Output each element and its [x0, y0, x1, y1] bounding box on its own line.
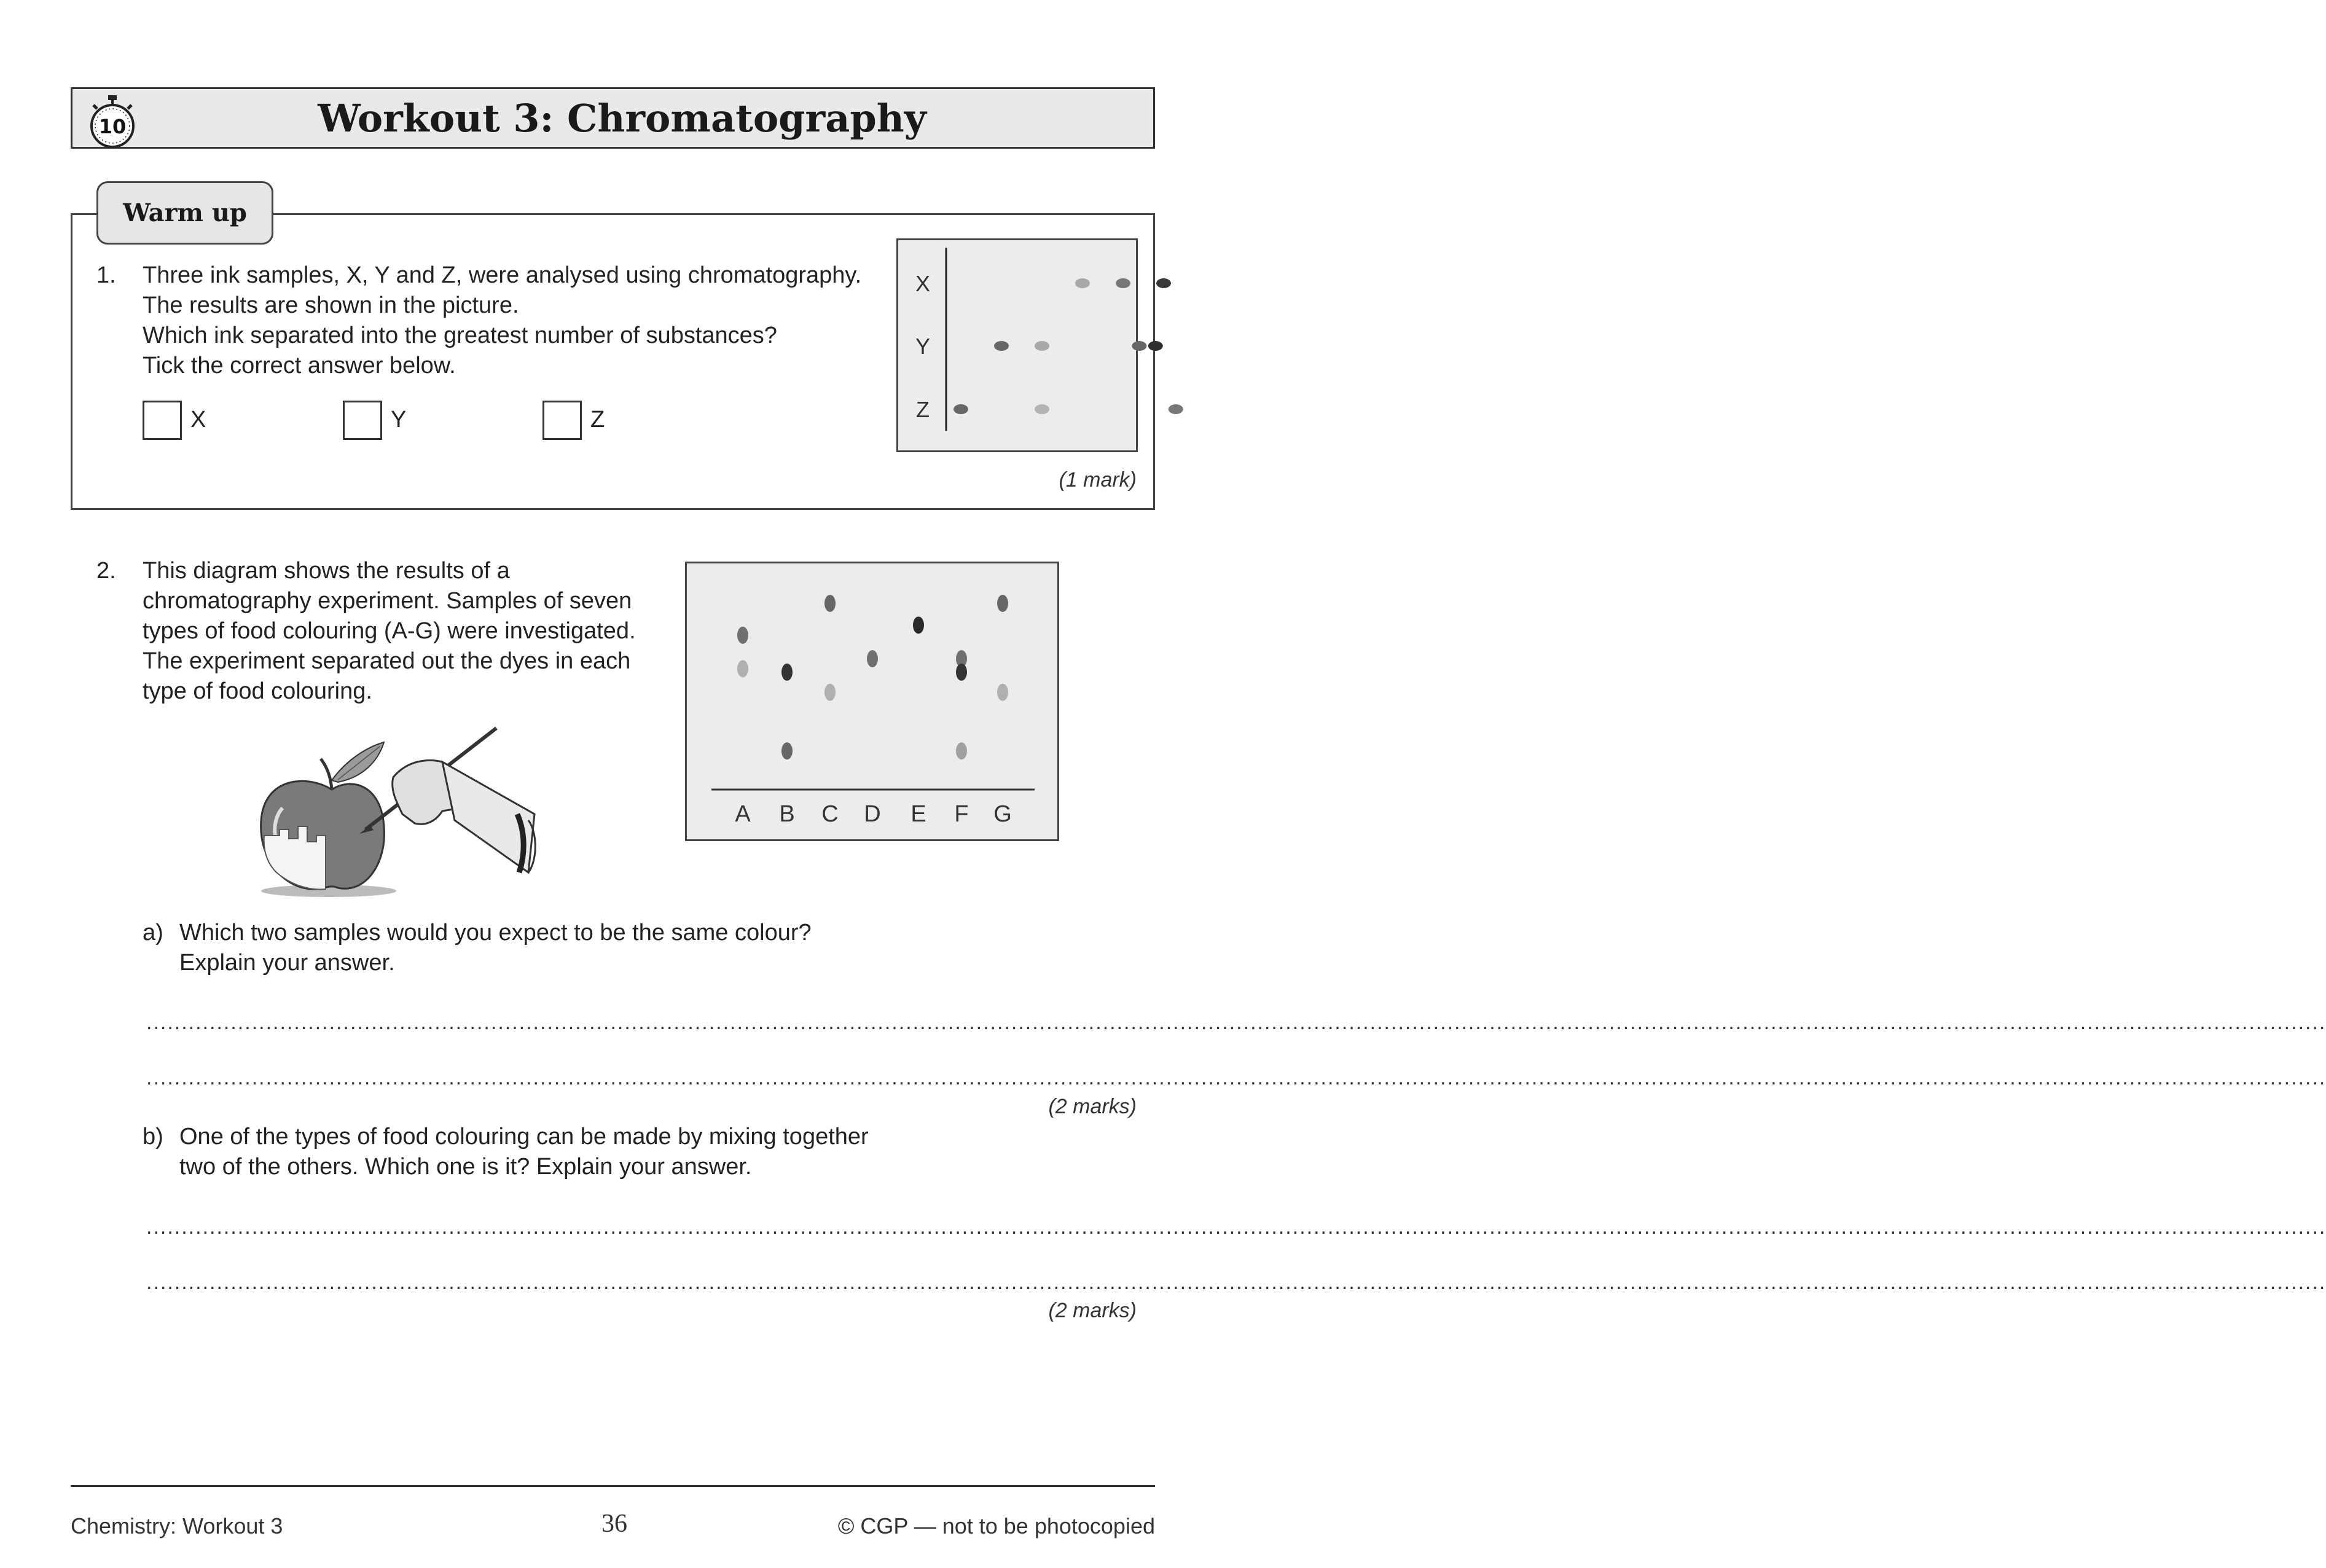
ink-chromatogram	[896, 238, 1138, 452]
footer-copyright: © CGP — not to be photocopied	[837, 1513, 1155, 1539]
question-2-line: chromatography experiment. Samples of seven	[143, 588, 632, 614]
dye-spot	[867, 650, 878, 667]
part-a-line: Explain your answer.	[179, 950, 395, 976]
part-b-label: b)	[143, 1124, 163, 1150]
answer-line[interactable]: ......................................................................................................................................................................................................................................................................................................................	[146, 1271, 2326, 1294]
ink-spot	[1035, 404, 1049, 414]
dye-spot	[956, 742, 967, 759]
row-label-z: Z	[916, 397, 930, 422]
column-label-d: D	[864, 801, 881, 827]
part-b-line: One of the types of food colouring can be made by mixing together	[179, 1124, 869, 1150]
dye-spot	[737, 627, 748, 644]
question-1-line: Three ink samples, X, Y and Z, were analysed using chromatography.	[143, 262, 862, 288]
question-1-number: 1.	[96, 262, 116, 288]
tick-box-x[interactable]	[143, 401, 182, 440]
ink-spot	[994, 341, 1009, 351]
question-2-line: This diagram shows the results of a	[143, 558, 510, 584]
column-label-f: F	[954, 801, 969, 827]
page-number: 36	[601, 1510, 627, 1538]
page-title: Workout 3: Chromatography	[318, 95, 926, 141]
title-banner	[71, 87, 1155, 149]
dye-spot	[824, 595, 836, 612]
dye-spot	[956, 664, 967, 681]
timer-minutes: 10	[98, 115, 127, 138]
ink-spot	[1132, 341, 1146, 351]
part-a-label: a)	[143, 920, 163, 946]
option-label-x: X	[190, 407, 206, 433]
ink-spot	[1116, 278, 1130, 288]
footer-subject: Chemistry: Workout 3	[71, 1513, 283, 1539]
food-colouring-chromatogram	[685, 562, 1059, 841]
question-2-line: types of food colouring (A-G) were investigated.	[143, 618, 636, 644]
dye-spot	[824, 684, 836, 701]
option-label-z: Z	[590, 407, 605, 433]
apple-painting-illustration	[240, 716, 553, 900]
ink-spot	[1075, 278, 1090, 288]
option-label-y: Y	[391, 407, 407, 433]
column-label-g: G	[993, 801, 1012, 827]
ink-spot	[1148, 341, 1163, 351]
answer-line[interactable]: ......................................................................................................................................................................................................................................................................................................................	[146, 1066, 2326, 1089]
dye-spot	[781, 664, 793, 681]
stopwatch-icon	[85, 94, 140, 152]
dye-spot	[997, 684, 1008, 701]
dye-spot	[781, 742, 793, 759]
part-a-marks: (2 marks)	[1048, 1095, 1137, 1118]
column-label-b: B	[779, 801, 795, 827]
tick-box-z[interactable]	[542, 401, 582, 440]
question-2-line: The experiment separated out the dyes in each	[143, 648, 631, 674]
ink-spot	[1035, 341, 1049, 351]
question-1-line: Tick the correct answer below.	[143, 353, 456, 378]
question-2-number: 2.	[96, 558, 116, 584]
part-b-line: two of the others. Which one is it? Explain your answer.	[179, 1154, 752, 1180]
column-label-a: A	[735, 801, 751, 827]
ink-spot	[1169, 404, 1183, 414]
answer-line[interactable]: ......................................................................................................................................................................................................................................................................................................................	[146, 1215, 2326, 1239]
ink-spot	[954, 404, 968, 414]
question-1-marks: (1 mark)	[1059, 468, 1137, 492]
dye-spot	[913, 616, 924, 633]
row-label-y: Y	[915, 334, 931, 359]
dye-spot	[997, 595, 1008, 612]
part-a-line: Which two samples would you expect to be the same colour?	[179, 920, 812, 946]
answer-line[interactable]: ......................................................................................................................................................................................................................................................................................................................	[146, 1011, 2326, 1034]
tick-box-y[interactable]	[343, 401, 382, 440]
question-2-line: type of food colouring.	[143, 678, 372, 704]
column-label-c: C	[821, 801, 839, 827]
part-b-marks: (2 marks)	[1048, 1299, 1137, 1322]
question-1-line: Which ink separated into the greatest number of substances?	[143, 323, 777, 348]
question-1-line: The results are shown in the picture.	[143, 292, 519, 318]
warm-up-tab: Warm up	[96, 181, 273, 245]
footer-rule	[71, 1485, 1155, 1487]
dye-spot	[737, 660, 748, 677]
row-label-x: X	[915, 271, 931, 296]
ink-spot	[1156, 278, 1171, 288]
column-label-e: E	[910, 801, 926, 827]
